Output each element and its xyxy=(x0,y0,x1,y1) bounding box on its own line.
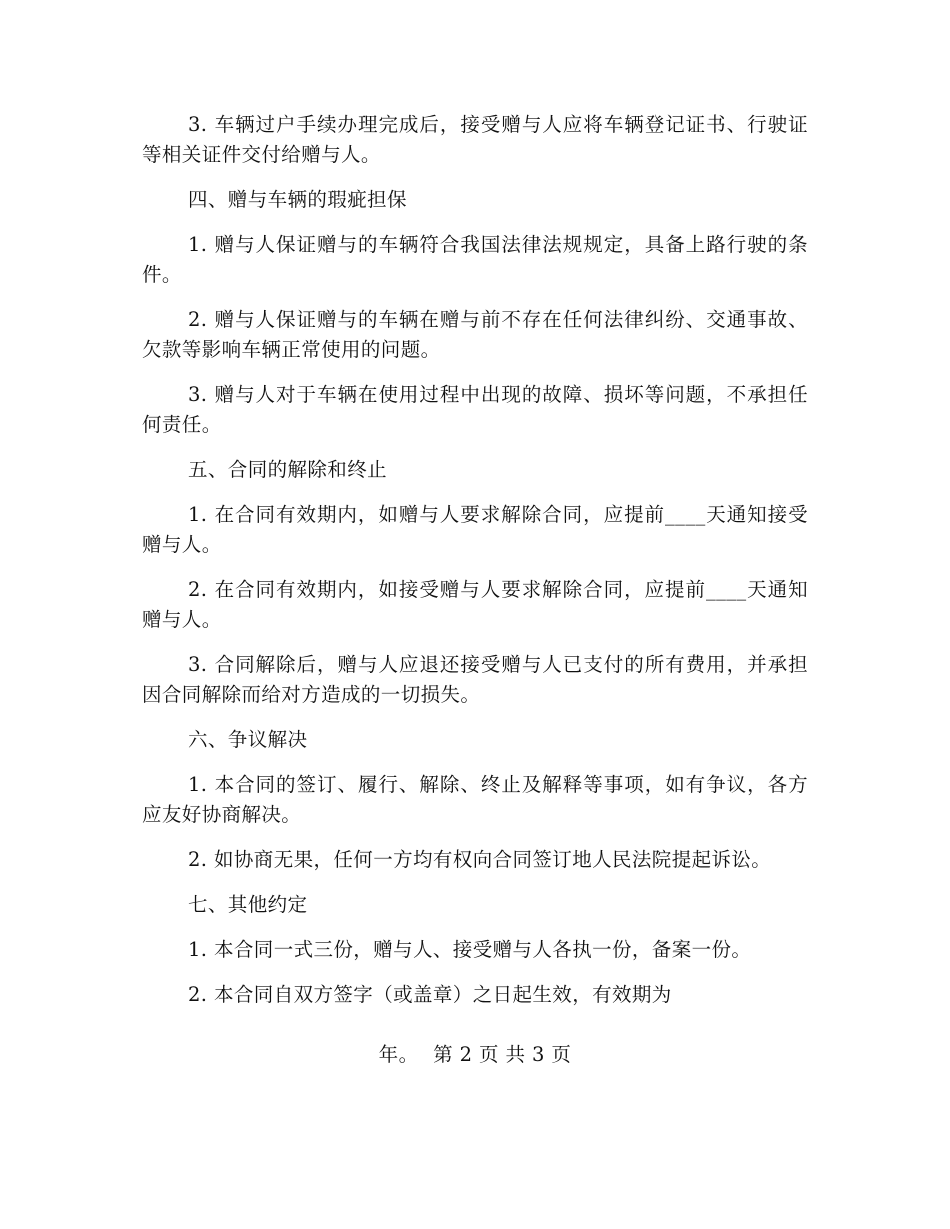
clause-7-2: 2. 本合同自双方签字（或盖章）之日起生效，有效期为 xyxy=(188,983,672,1006)
section-heading-6: 六、争议解决 xyxy=(188,728,308,751)
clause-7-1: 1. 本合同一式三份，赠与人、接受赠与人各执一份，备案一份。 xyxy=(188,938,752,961)
section-heading-5: 五、合同的解除和终止 xyxy=(188,458,388,481)
section-heading-4: 四、赠与车辆的瑕疵担保 xyxy=(188,188,407,211)
clause-4-3: 3. 赠与人对于车辆在使用过程中出现的故障、损坏等问题，不承担任何责任。 xyxy=(142,383,808,436)
clause-4-2: 2. 赠与人保证赠与的车辆在赠与前不存在任何法律纠纷、交通事故、欠款等影响车辆正常使用的问题。 xyxy=(142,308,808,361)
clause-6-2: 2. 如协商无果，任何一方均有权向合同签订地人民法院提起诉讼。 xyxy=(188,848,772,871)
clause-3-3: 3. 车辆过户手续办理完成后，接受赠与人应将车辆登记证书、行驶证等相关证件交付给赠与人。 xyxy=(142,113,808,166)
clause-5-2: 2. 在合同有效期内，如接受赠与人要求解除合同，应提前____天通知赠与人。 xyxy=(142,578,808,631)
document-body xyxy=(142,110,808,1025)
section-heading-7: 七、其他约定 xyxy=(188,893,308,916)
clause-5-1: 1. 在合同有效期内，如赠与人要求解除合同，应提前____天通知接受赠与人。 xyxy=(142,503,808,556)
clause-6-1: 1. 本合同的签订、履行、解除、终止及解释等事项，如有争议，各方应友好协商解决。 xyxy=(142,773,808,826)
footer-tail-text: 年。 xyxy=(378,1043,419,1066)
page-footer xyxy=(0,1040,950,1070)
clause-4-1: 1. 赠与人保证赠与的车辆符合我国法律法规规定，具备上路行驶的条件。 xyxy=(142,233,808,286)
clause-5-3: 3. 合同解除后，赠与人应退还接受赠与人已支付的所有费用，并承担因合同解除而给对方造成的一切损失。 xyxy=(142,653,808,706)
page-number: 第 2 页 共 3 页 xyxy=(433,1043,572,1066)
